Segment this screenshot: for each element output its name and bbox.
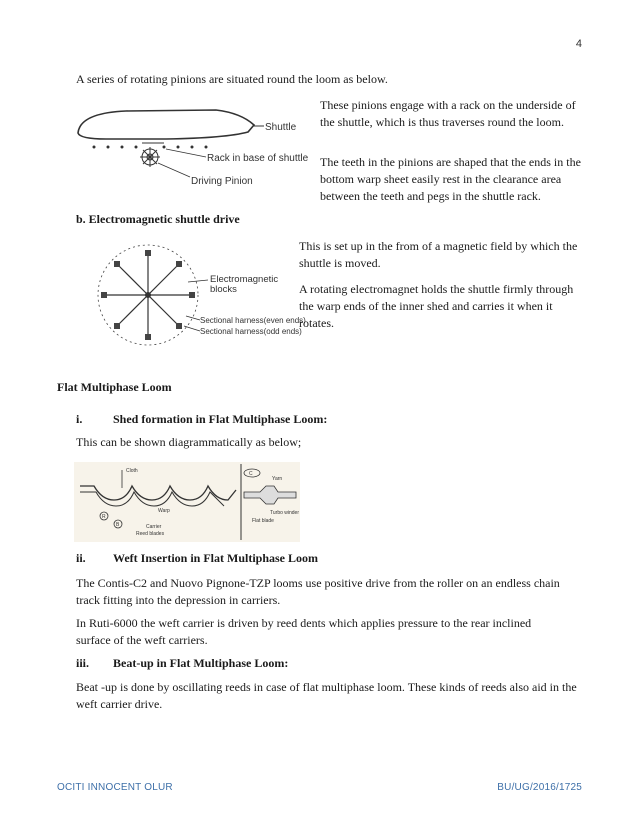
em-blocks-label-1: Electromagnetic [210, 274, 279, 285]
footer-id: BU/UG/2016/1725 [497, 782, 582, 793]
yarn-label: Yarn [272, 476, 283, 482]
em-paragraph-1: This is set up in the from of a magnetic field by which the shuttle is moved. [299, 239, 578, 270]
sub-i-heading: Shed formation in Flat Multiphase Loom: [113, 412, 328, 426]
turbo-winder-label: Turbo winder [270, 510, 299, 516]
rack-label: Rack in base of shuttle [207, 153, 309, 164]
sub-ii-number: ii. [76, 551, 86, 565]
footer-author: OCITI INNOCENT OLUR [57, 782, 173, 793]
shuttle-pinion-figure [66, 105, 316, 193]
even-ends-label: Sectional harness(even ends) [200, 316, 306, 325]
weft-paragraph-1: The Contis-C2 and Nuovo Pignone-TZP looms use positive drive from the roller on an endless chain track fitting into the depression in carriers. [76, 576, 560, 607]
cloth-label: Cloth [126, 468, 138, 474]
carrier-label: Carrier [146, 524, 162, 530]
pinion-label: Driving Pinion [191, 176, 253, 187]
odd-ends-label: Sectional harness(odd ends) [200, 327, 302, 336]
pinion-paragraph-2: The teeth in the pinions are shaped that the ends in the bottom warp sheet easily rest in the clearance area between the teeth and pegs in the shuttle rack. [320, 155, 581, 203]
sub-iii-number: iii. [76, 656, 90, 670]
reed-blades-label: Reed blades [136, 531, 165, 537]
sub-ii-heading: Weft Insertion in Flat Multiphase Loom [113, 551, 319, 565]
pinion-paragraph-1: These pinions engage with a rack on the underside of the shuttle, which is thus traverses round the loom. [320, 98, 576, 129]
b-label: B [116, 522, 120, 528]
sub-i-number: i. [76, 412, 83, 426]
em-paragraph-2: A rotating electromagnet holds the shuttle firmly through the warp ends of the inner shed and carries it when it rotates. [299, 282, 574, 330]
shed-formation-figure [74, 462, 300, 542]
electromagnetic-drive-figure [88, 240, 310, 352]
r-label: R [102, 514, 106, 520]
weft-paragraph-2: In Ruti-6000 the weft carrier is driven by reed dents which applies pressure to the rear inclined surface of the weft carriers. [76, 616, 532, 647]
sub-iii-heading: Beat-up in Flat Multiphase Loom: [113, 656, 289, 670]
warp-label: Warp [158, 508, 170, 514]
shuttle-label: Shuttle [265, 122, 297, 133]
page-number: 4 [575, 38, 582, 50]
intro-text: A series of rotating pinions are situated round the loom as below. [76, 72, 388, 86]
shed-text: This can be shown diagrammatically as below; [76, 435, 302, 449]
em-blocks-label-2: blocks [210, 284, 237, 295]
flat-multiphase-heading: Flat Multiphase Loom [57, 380, 172, 394]
flat-blade-label: Flat blade [252, 518, 274, 524]
c-label: C [249, 471, 253, 477]
beat-up-paragraph: Beat -up is done by oscillating reeds in case of flat multiphase loom. These kinds of reeds also aid in the weft carrier drive. [76, 680, 577, 711]
heading-electromagnetic-drive: b. Electromagnetic shuttle drive [76, 212, 240, 226]
